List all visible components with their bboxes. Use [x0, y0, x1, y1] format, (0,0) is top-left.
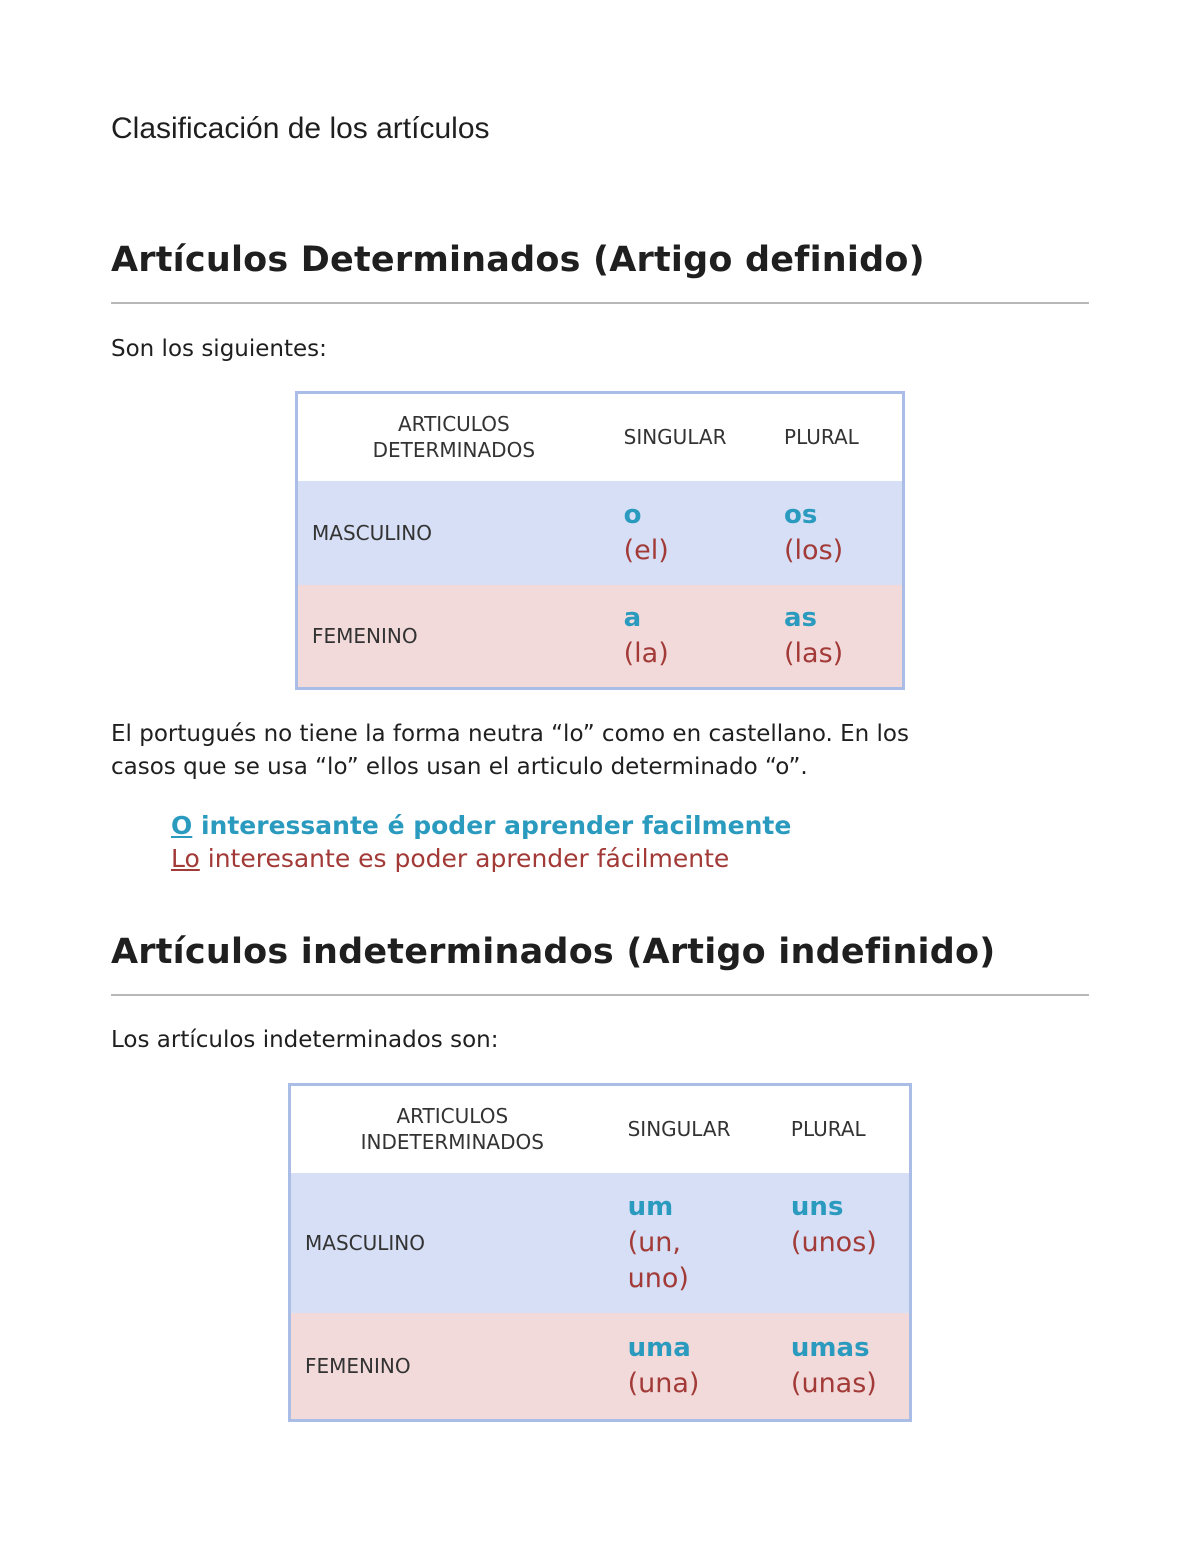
portuguese-article: o: [623, 499, 642, 530]
spanish-article: uno): [627, 1262, 689, 1294]
example-rest: interesante es poder aprender fácilmente: [199, 844, 730, 873]
portuguese-article: uma: [627, 1332, 691, 1363]
table-row-femenino: [297, 585, 904, 689]
singular-cell: [610, 481, 774, 585]
spanish-article: (las): [784, 637, 844, 669]
row-label: FEMENINO: [290, 1313, 614, 1421]
determinados-table: [295, 391, 905, 690]
section-heading-indeterminados: Artículos indeterminados (Artigo indefinido): [111, 932, 996, 972]
example-spanish: [171, 842, 729, 875]
singular-cell: [614, 1173, 781, 1313]
example-portuguese: [171, 809, 791, 842]
singular-cell: [614, 1313, 781, 1421]
table-header-row: [297, 393, 904, 481]
portuguese-article: umas: [790, 1332, 870, 1363]
table-header-row: [290, 1085, 911, 1173]
note-line: casos que se usa “lo” ellos usan el articulo determinado “o”.: [111, 754, 808, 780]
header-articles-line2: INDETERMINADOS: [360, 1130, 544, 1155]
portuguese-article: as: [784, 602, 818, 633]
note-line: El portugués no tiene la forma neutra “lo” como en castellano. En los: [111, 721, 909, 747]
row-label: MASCULINO: [297, 481, 610, 585]
document-title: Clasificación de los artículos: [111, 112, 490, 145]
spanish-article: (los): [784, 534, 844, 566]
portuguese-article: os: [784, 499, 818, 530]
header-articles: [297, 393, 610, 481]
spanish-article: (unos): [790, 1226, 877, 1258]
header-plural: PLURAL: [781, 1085, 911, 1173]
header-plural: PLURAL: [774, 393, 903, 481]
portuguese-article: uns: [790, 1191, 844, 1222]
spanish-article: (una): [627, 1367, 700, 1399]
neutral-article-note: [111, 718, 909, 784]
header-singular: SINGULAR: [614, 1085, 781, 1173]
row-label: MASCULINO: [290, 1173, 614, 1313]
singular-cell: [610, 585, 774, 689]
header-articles-line1: ARTICULOS: [396, 1104, 509, 1129]
spanish-article: (la): [623, 637, 669, 669]
plural-cell: [781, 1173, 911, 1313]
section-intro: Son los siguientes:: [111, 336, 327, 362]
header-articles-line1: ARTICULOS: [397, 412, 510, 437]
table-row-masculino: [297, 481, 904, 585]
spanish-article: (unas): [790, 1367, 877, 1399]
row-label: FEMENINO: [297, 585, 610, 689]
header-articles: [290, 1085, 614, 1173]
spanish-article: (el): [623, 534, 669, 566]
table-row-femenino: [290, 1313, 911, 1421]
indeterminados-table: [288, 1083, 912, 1422]
section-divider: [111, 302, 1089, 304]
header-articles-line2: DETERMINADOS: [372, 438, 536, 463]
spanish-article: (un,: [627, 1226, 681, 1258]
portuguese-article: a: [623, 602, 642, 633]
section-divider: [111, 994, 1089, 996]
header-singular: SINGULAR: [610, 393, 774, 481]
example-article: Lo: [171, 844, 200, 873]
portuguese-article: um: [627, 1191, 674, 1222]
table-row-masculino: [290, 1173, 911, 1313]
section-intro: Los artículos indeterminados son:: [111, 1027, 499, 1053]
plural-cell: [774, 585, 903, 689]
example-rest: interessante é poder aprender facilmente: [192, 811, 792, 840]
plural-cell: [774, 481, 903, 585]
plural-cell: [781, 1313, 911, 1421]
example-article: O: [171, 811, 193, 840]
section-heading-determinados: Artículos Determinados (Artigo definido): [111, 240, 925, 280]
